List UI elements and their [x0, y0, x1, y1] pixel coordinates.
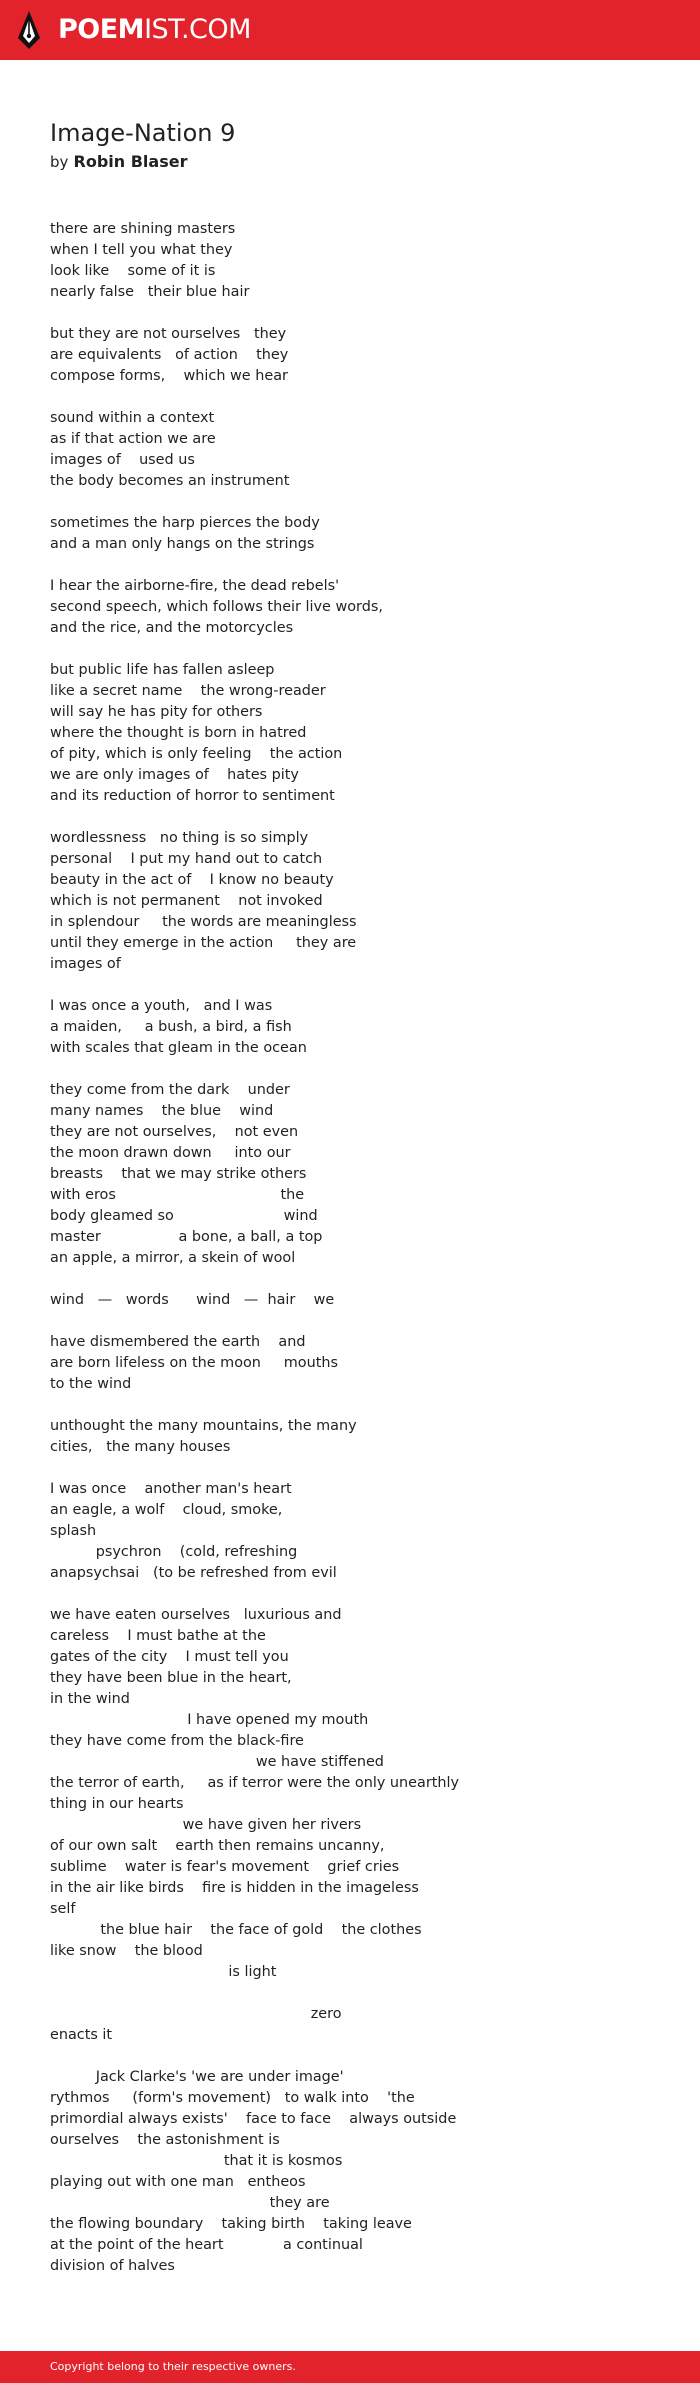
top-bar — [0, 0, 700, 60]
poem-line: the blue hair the face of gold the clothes — [50, 1922, 422, 1938]
poem-line: have dismembered the earth and — [50, 1334, 306, 1350]
poem-line: ourselves the astonishment is — [50, 2132, 280, 2148]
poem-line: I hear the airborne-fire, the dead rebels' — [50, 578, 340, 594]
stanza — [50, 1416, 670, 1458]
poem-line: they are — [50, 2195, 330, 2211]
poem-line: division of halves — [50, 2258, 175, 2274]
poem-line: and a man only hangs on the strings — [50, 536, 315, 552]
poem-line: cities, the many houses — [50, 1439, 231, 1455]
logo-light-text: IST.COM — [144, 14, 251, 45]
stanza — [50, 1332, 670, 1395]
poem-line: they come from the dark under — [50, 1082, 290, 1098]
poem-line: with scales that gleam in the ocean — [50, 1040, 307, 1056]
stanza — [50, 2067, 670, 2277]
stanza — [50, 324, 670, 387]
poem-line: zero — [50, 2006, 342, 2022]
poem-line: images of — [50, 956, 121, 972]
poem-line: they have come from the black-fire — [50, 1733, 304, 1749]
fountain-pen-nib-icon — [16, 10, 42, 50]
poem-line: we have eaten ourselves luxurious and — [50, 1607, 342, 1623]
poem-line: second speech, which follows their live words, — [50, 599, 383, 615]
stanza — [50, 1290, 670, 1311]
poem-line: splash — [50, 1523, 97, 1539]
poem-line: sound within a context — [50, 410, 215, 426]
poem-line: wind — words wind — hair we — [50, 1292, 335, 1308]
footer — [0, 2351, 700, 2383]
poem-line: personal I put my hand out to catch — [50, 851, 323, 867]
poem-line: many names the blue wind — [50, 1103, 274, 1119]
poem-line: look like some of it is — [50, 263, 216, 279]
logo-text — [58, 10, 251, 50]
poem-line: rythmos (form's movement) to walk into 'the — [50, 2090, 415, 2106]
poem-line: where the thought is born in hatred — [50, 725, 307, 741]
logo-bold-text: POEM — [58, 14, 145, 45]
poem-line: thing in our hearts — [50, 1796, 184, 1812]
poem-line: and the rice, and the motorcycles — [50, 620, 294, 636]
poem-line: but they are not ourselves they — [50, 326, 287, 342]
stanza — [50, 408, 670, 492]
stanza — [50, 1080, 670, 1269]
poem-line: are equivalents of action they — [50, 347, 289, 363]
poem-line: like a secret name the wrong-reader — [50, 683, 326, 699]
poem-line: wordlessness no thing is so simply — [50, 830, 309, 846]
poem-line: enacts it — [50, 2027, 113, 2043]
poem-line: careless I must bathe at the — [50, 1628, 266, 1644]
poem-line: breasts that we may strike others — [50, 1166, 307, 1182]
by-label: by — [50, 153, 69, 171]
poem-line: psychron (cold, refreshing — [50, 1544, 298, 1560]
poem-line: at the point of the heart a continual — [50, 2237, 363, 2253]
poem-line: we are only images of hates pity — [50, 767, 299, 783]
stanza — [50, 996, 670, 1059]
poem-line: as if that action we are — [50, 431, 216, 447]
poem-line: with eros the — [50, 1187, 305, 1203]
poem-line: anapsychsai (to be refreshed from evil — [50, 1565, 337, 1581]
stanza — [50, 828, 670, 975]
poem-line: of pity, which is only feeling the action — [50, 746, 343, 762]
site-logo[interactable] — [16, 10, 251, 50]
poem-line: primordial always exists' face to face always outside — [50, 2111, 457, 2127]
poem-header — [50, 118, 670, 173]
poem-line: images of used us — [50, 452, 195, 468]
poem-line: we have stiffened — [50, 1754, 384, 1770]
poem-line: sometimes the harp pierces the body — [50, 515, 320, 531]
poem-line: the body becomes an instrument — [50, 473, 290, 489]
poem-line: a maiden, a bush, a bird, a fish — [50, 1019, 292, 1035]
byline — [50, 151, 670, 173]
poem-line: sublime water is fear's movement grief cries — [50, 1859, 400, 1875]
poem-line: playing out with one man entheos — [50, 2174, 306, 2190]
poem-line: like snow the blood — [50, 1943, 203, 1959]
poem-line: Jack Clarke's 'we are under image' — [50, 2069, 344, 2085]
poem-body — [50, 219, 670, 2298]
poem-line: until they emerge in the action they are — [50, 935, 357, 951]
poem-line: when I tell you what they — [50, 242, 233, 258]
poem-line: an apple, a mirror, a skein of wool — [50, 1250, 296, 1266]
poem-line: an eagle, a wolf cloud, smoke, — [50, 1502, 283, 1518]
poem-line: in splendour the words are meaningless — [50, 914, 357, 930]
stanza — [50, 576, 670, 639]
poem-line: and its reduction of horror to sentiment — [50, 788, 335, 804]
poem-line: will say he has pity for others — [50, 704, 263, 720]
poem-line: gates of the city I must tell you — [50, 1649, 289, 1665]
stanza — [50, 1479, 670, 1584]
poem-line: the moon drawn down into our — [50, 1145, 291, 1161]
poem-line: self — [50, 1901, 76, 1917]
poem-line: of our own salt earth then remains uncanny, — [50, 1838, 385, 1854]
poem-line: the flowing boundary taking birth taking leave — [50, 2216, 412, 2232]
poem-line: I was once a youth, and I was — [50, 998, 273, 1014]
poem-line: which is not permanent not invoked — [50, 893, 323, 909]
poem-line: I was once another man's heart — [50, 1481, 292, 1497]
poem-line: they have been blue in the heart, — [50, 1670, 292, 1686]
poem-line: in the wind — [50, 1691, 130, 1707]
stanza — [50, 2004, 670, 2046]
copyright-text: Copyright belong to their respective owners. — [50, 2360, 296, 2373]
poem-line: unthought the many mountains, the many — [50, 1418, 357, 1434]
poem-line: in the air like birds fire is hidden in the imageless — [50, 1880, 419, 1896]
poem-line: we have given her rivers — [50, 1817, 362, 1833]
poem-line: but public life has fallen asleep — [50, 662, 275, 678]
poem-line: body gleamed so wind — [50, 1208, 318, 1224]
stanza — [50, 660, 670, 807]
poem-title: Image-Nation 9 — [50, 119, 236, 147]
poem-line: nearly false their blue hair — [50, 284, 250, 300]
poem-line: to the wind — [50, 1376, 132, 1392]
stanza — [50, 1605, 670, 1983]
poem-line: I have opened my mouth — [50, 1712, 369, 1728]
poem-line: there are shining masters — [50, 221, 236, 237]
stanza — [50, 513, 670, 555]
poem-line: the terror of earth, as if terror were the only unearthly — [50, 1775, 460, 1791]
poem-line: compose forms, which we hear — [50, 368, 288, 384]
poem-line: are born lifeless on the moon mouths — [50, 1355, 338, 1371]
poem-line: they are not ourselves, not even — [50, 1124, 299, 1140]
author-name: Robin Blaser — [73, 152, 188, 171]
poem-line: master a bone, a ball, a top — [50, 1229, 323, 1245]
stanza — [50, 219, 670, 303]
poem-line: is light — [50, 1964, 277, 1980]
poem-line: that it is kosmos — [50, 2153, 343, 2169]
poem-line: beauty in the act of I know no beauty — [50, 872, 334, 888]
